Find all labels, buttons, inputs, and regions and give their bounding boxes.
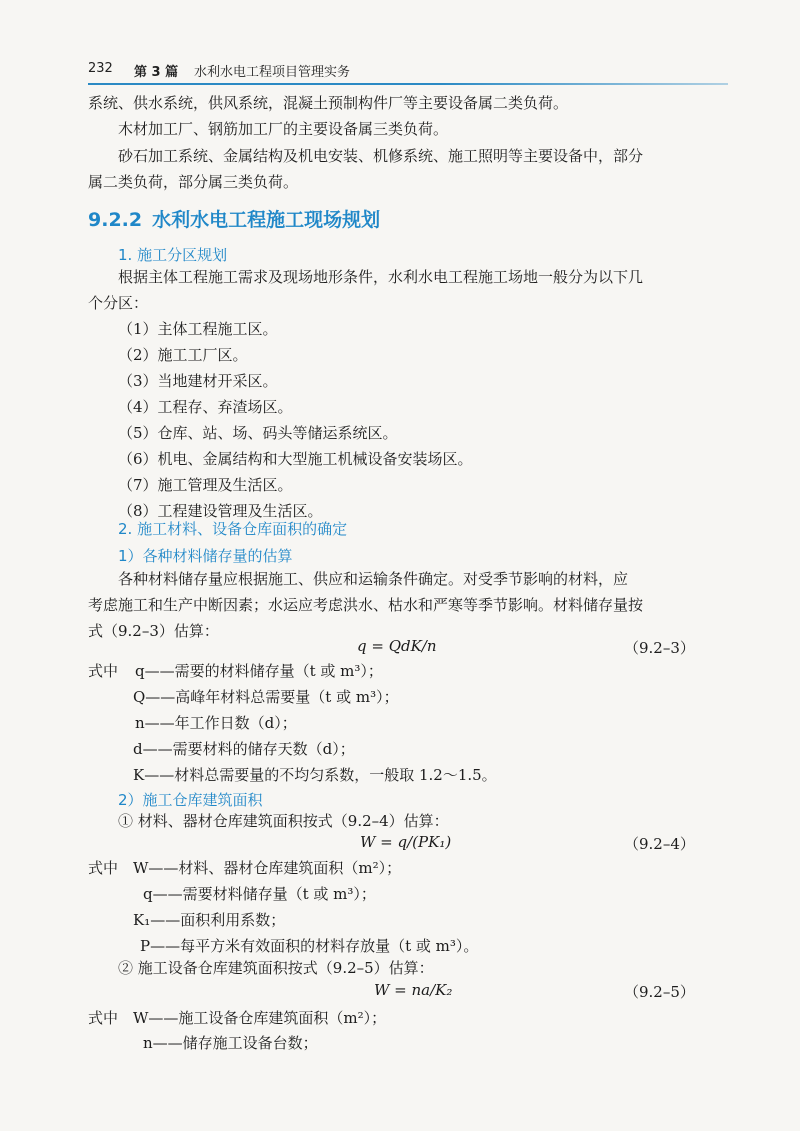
section-title: 水利水电工程施工现场规划	[152, 209, 381, 231]
intro-line-4: 属二类负荷，部分属三类负荷。	[88, 173, 299, 191]
formula-9-2-4: W = q/(PK₁)	[360, 833, 452, 851]
section-number: 9.2.2	[88, 209, 143, 231]
definition: K₁——面积利用系数；	[133, 911, 286, 929]
list-item: （6）机电、金属结构和大型施工机械设备安装场区。	[118, 450, 473, 468]
book-title: 水利水电工程项目管理实务	[194, 65, 351, 80]
running-header	[88, 57, 728, 81]
storage-para-line-1: 各种材料储存量应根据施工、供应和运输条件确定。对受季节影响的材料，应	[118, 570, 629, 588]
definition: K——材料总需要量的不均匀系数，一般取 1.2～1.5。	[133, 766, 497, 784]
intro-line-2: 木材加工厂、钢筋加工厂的主要设备属三类负荷。	[118, 120, 449, 138]
definition: n——储存施工设备台数；	[143, 1034, 318, 1052]
list-item: （3）当地建材开采区。	[118, 372, 278, 390]
list-item: （2）施工工厂区。	[118, 346, 248, 364]
list-item: （4）工程存、弃渣场区。	[118, 398, 293, 416]
equipment-warehouse-para: ② 施工设备仓库建筑面积按式（9.2–5）估算：	[118, 959, 434, 977]
zoning-para-line-2: 个分区：	[88, 294, 149, 312]
definition: n——年工作日数（d）；	[135, 714, 297, 732]
section-heading	[88, 205, 380, 232]
subheading-warehouse: 2. 施工材料、设备仓库面积的确定	[118, 520, 348, 538]
where-label: 式中	[88, 662, 119, 680]
formula-number-9-2-4: （9.2–4）	[624, 835, 695, 853]
definition: Q——高峰年材料总需要量（t 或 m³）；	[133, 688, 399, 706]
definition: W——施工设备仓库建筑面积（m²）；	[133, 1009, 387, 1027]
header-rule	[88, 83, 728, 85]
list-item: （5）仓库、站、场、码头等储运系统区。	[118, 424, 398, 442]
list-item: （7）施工管理及生活区。	[118, 476, 293, 494]
subheading-zoning: 1. 施工分区规划	[118, 246, 228, 264]
list-item: （1）主体工程施工区。	[118, 320, 278, 338]
definition: W——材料、器材仓库建筑面积（m²）；	[133, 859, 402, 877]
where-label: 式中	[88, 1009, 119, 1027]
definition: d——需要材料的储存天数（d）；	[133, 740, 355, 758]
formula-9-2-5: W = na/K₂	[374, 981, 453, 999]
definition: P——每平方米有效面积的材料存放量（t 或 m³）。	[140, 937, 479, 955]
definition: q——需要的材料储存量（t 或 m³）；	[135, 662, 383, 680]
subheading-storage-estimate: 1）各种材料储存量的估算	[118, 547, 293, 565]
storage-para-line-2: 考虑施工和生产中断因素；水运应考虑洪水、枯水和严寒等季节影响。材料储存量按	[88, 596, 644, 614]
list-item: （8）工程建设管理及生活区。	[118, 502, 323, 520]
zoning-para-line-1: 根据主体工程施工需求及现场地形条件，水利水电工程施工场地一般分为以下几	[118, 268, 644, 286]
definition: q——需要材料储存量（t 或 m³）；	[143, 885, 376, 903]
storage-para-line-3: 式（9.2–3）估算：	[88, 622, 219, 640]
intro-line-3: 砂石加工系统、金属结构及机电安装、机修系统、施工照明等主要设备中，部分	[118, 147, 644, 165]
formula-number-9-2-5: （9.2–5）	[624, 983, 695, 1001]
formula-number-9-2-3: （9.2–3）	[624, 639, 695, 657]
page-number: 232	[88, 61, 113, 76]
subheading-warehouse-area: 2）施工仓库建筑面积	[118, 791, 263, 809]
part-label: 第 3 篇	[134, 65, 179, 80]
intro-line-1: 系统、供水系统，供风系统，混凝土预制构件厂等主要设备属二类负荷。	[88, 94, 569, 112]
material-warehouse-para: ① 材料、器材仓库建筑面积按式（9.2–4）估算：	[118, 812, 449, 830]
where-label: 式中	[88, 859, 119, 877]
formula-9-2-3: q = QdK/n	[357, 637, 437, 655]
